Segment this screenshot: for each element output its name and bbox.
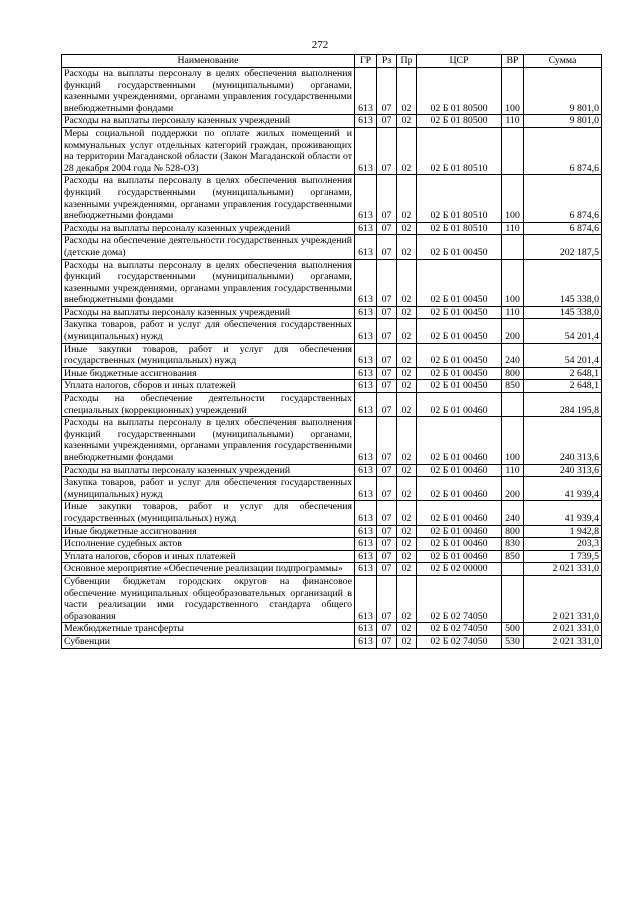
cell-csr: 02 Б 02 00000 <box>417 563 502 576</box>
cell-pr: 02 <box>397 222 417 235</box>
cell-csr: 02 Б 01 80500 <box>417 68 502 115</box>
cell-gr: 613 <box>355 259 377 306</box>
cell-pr: 02 <box>397 538 417 551</box>
table-row <box>62 464 602 477</box>
cell-sum: 6 874,6 <box>524 175 602 222</box>
cell-csr: 02 Б 01 00450 <box>417 259 502 306</box>
cell-rz: 07 <box>377 464 397 477</box>
cell-pr: 02 <box>397 235 417 259</box>
cell-sum: 6 874,6 <box>524 222 602 235</box>
cell-pr: 02 <box>397 525 417 538</box>
cell-gr: 613 <box>355 343 377 367</box>
cell-pr: 02 <box>397 550 417 563</box>
cell-vr <box>502 575 524 622</box>
cell-csr: 02 Б 02 74050 <box>417 575 502 622</box>
cell-name: Иные бюджетные ассигнования <box>62 525 355 538</box>
cell-csr: 02 Б 01 00460 <box>417 550 502 563</box>
cell-name: Меры социальной поддержки по оплате жилых помещений и коммунальных услуг отдельных категорий граждан, проживающих на территории Магаданской области (Закон Магаданской области от 28 декабря 2004 года № 528-ОЗ) <box>62 127 355 174</box>
cell-csr: 02 Б 02 74050 <box>417 623 502 636</box>
cell-gr: 613 <box>355 380 377 393</box>
cell-gr: 613 <box>355 575 377 622</box>
cell-sum: 1 739,5 <box>524 550 602 563</box>
column-header-name: Наименование <box>62 55 355 68</box>
cell-csr: 02 Б 01 00460 <box>417 393 502 417</box>
cell-vr: 500 <box>502 623 524 636</box>
cell-rz: 07 <box>377 68 397 115</box>
table-row <box>62 222 602 235</box>
cell-name: Иные бюджетные ассигнования <box>62 367 355 380</box>
cell-csr: 02 Б 01 00460 <box>417 464 502 477</box>
table-row <box>62 501 602 525</box>
cell-vr: 100 <box>502 259 524 306</box>
cell-pr: 02 <box>397 563 417 576</box>
table-row <box>62 367 602 380</box>
table-row <box>62 393 602 417</box>
cell-name: Субвенции бюджетам городских округов на финансовое обеспечение муниципальных общеобразовательных организаций в части реализации ими государственного стандарта общего образования <box>62 575 355 622</box>
column-header-pr: Пр <box>397 55 417 68</box>
cell-pr: 02 <box>397 367 417 380</box>
cell-sum: 54 201,4 <box>524 343 602 367</box>
cell-pr: 02 <box>397 343 417 367</box>
table-row <box>62 127 602 174</box>
cell-pr: 02 <box>397 623 417 636</box>
cell-pr: 02 <box>397 259 417 306</box>
cell-vr: 100 <box>502 417 524 464</box>
cell-sum: 145 338,0 <box>524 259 602 306</box>
table-row <box>62 550 602 563</box>
cell-csr: 02 Б 01 00450 <box>417 380 502 393</box>
cell-name: Уплата налогов, сборов и иных платежей <box>62 380 355 393</box>
table-row <box>62 306 602 319</box>
cell-sum: 203,3 <box>524 538 602 551</box>
cell-gr: 613 <box>355 550 377 563</box>
cell-gr: 613 <box>355 563 377 576</box>
column-header-vr: ВР <box>502 55 524 68</box>
cell-sum: 9 801,0 <box>524 115 602 128</box>
cell-sum: 41 939,4 <box>524 477 602 501</box>
cell-vr: 240 <box>502 343 524 367</box>
cell-vr: 830 <box>502 538 524 551</box>
table-row <box>62 563 602 576</box>
cell-rz: 07 <box>377 175 397 222</box>
cell-rz: 07 <box>377 575 397 622</box>
cell-gr: 613 <box>355 393 377 417</box>
column-header-csr: ЦСР <box>417 55 502 68</box>
cell-gr: 613 <box>355 623 377 636</box>
cell-csr: 02 Б 01 80510 <box>417 175 502 222</box>
cell-vr: 800 <box>502 367 524 380</box>
cell-name: Уплата налогов, сборов и иных платежей <box>62 550 355 563</box>
cell-rz: 07 <box>377 538 397 551</box>
cell-gr: 613 <box>355 68 377 115</box>
cell-vr: 100 <box>502 68 524 115</box>
cell-name: Расходы на выплаты персоналу в целях обеспечения выполнения функций государственными (муниципальными) органами, казенными учреждениями, органами управления государственными внебюджетными фондами <box>62 259 355 306</box>
cell-vr: 110 <box>502 115 524 128</box>
cell-name: Субвенции <box>62 635 355 648</box>
cell-rz: 07 <box>377 550 397 563</box>
table-row <box>62 623 602 636</box>
cell-vr: 110 <box>502 222 524 235</box>
cell-gr: 613 <box>355 306 377 319</box>
cell-name: Закупка товаров, работ и услуг для обеспечения государственных (муниципальных) нужд <box>62 319 355 343</box>
cell-rz: 07 <box>377 623 397 636</box>
cell-vr: 100 <box>502 175 524 222</box>
cell-pr: 02 <box>397 393 417 417</box>
cell-gr: 613 <box>355 367 377 380</box>
table-row <box>62 68 602 115</box>
cell-name: Расходы на выплаты персоналу казенных учреждений <box>62 464 355 477</box>
cell-pr: 02 <box>397 464 417 477</box>
cell-pr: 02 <box>397 306 417 319</box>
cell-pr: 02 <box>397 477 417 501</box>
cell-rz: 07 <box>377 259 397 306</box>
cell-sum: 41 939,4 <box>524 501 602 525</box>
table-row <box>62 477 602 501</box>
cell-gr: 613 <box>355 635 377 648</box>
page-number: 272 <box>311 39 329 51</box>
table-row <box>62 417 602 464</box>
cell-rz: 07 <box>377 525 397 538</box>
cell-vr <box>502 563 524 576</box>
column-header-rz: Рз <box>377 55 397 68</box>
cell-csr: 02 Б 01 80510 <box>417 127 502 174</box>
cell-rz: 07 <box>377 563 397 576</box>
cell-rz: 07 <box>377 477 397 501</box>
cell-name: Расходы на выплаты персоналу в целях обеспечения выполнения функций государственными (муниципальными) органами, казенными учреждениями, органами управления государственными внебюджетными фондами <box>62 417 355 464</box>
cell-sum: 9 801,0 <box>524 68 602 115</box>
cell-gr: 613 <box>355 235 377 259</box>
cell-sum: 1 942,8 <box>524 525 602 538</box>
cell-vr: 200 <box>502 477 524 501</box>
cell-name: Расходы на выплаты персоналу казенных учреждений <box>62 222 355 235</box>
cell-sum: 2 021 331,0 <box>524 575 602 622</box>
cell-gr: 613 <box>355 222 377 235</box>
cell-pr: 02 <box>397 319 417 343</box>
column-header-sum: Сумма <box>524 55 602 68</box>
cell-csr: 02 Б 01 00450 <box>417 343 502 367</box>
cell-vr: 240 <box>502 501 524 525</box>
cell-vr: 110 <box>502 306 524 319</box>
cell-name: Иные закупки товаров, работ и услуг для обеспечения государственных (муниципальных) нужд <box>62 501 355 525</box>
cell-rz: 07 <box>377 635 397 648</box>
cell-pr: 02 <box>397 417 417 464</box>
cell-sum: 240 313,6 <box>524 417 602 464</box>
cell-pr: 02 <box>397 635 417 648</box>
table-row <box>62 343 602 367</box>
cell-vr <box>502 127 524 174</box>
cell-rz: 07 <box>377 367 397 380</box>
cell-name: Расходы на выплаты персоналу в целях обеспечения выполнения функций государственными (муниципальными) органами, казенными учреждениями, органами управления государственными внебюджетными фондами <box>62 68 355 115</box>
cell-csr: 02 Б 01 00460 <box>417 525 502 538</box>
cell-rz: 07 <box>377 417 397 464</box>
table-row <box>62 380 602 393</box>
table-row <box>62 235 602 259</box>
cell-rz: 07 <box>377 222 397 235</box>
cell-gr: 613 <box>355 417 377 464</box>
budget-table <box>61 54 602 649</box>
cell-gr: 613 <box>355 127 377 174</box>
table-body <box>62 68 602 649</box>
cell-vr: 530 <box>502 635 524 648</box>
cell-gr: 613 <box>355 477 377 501</box>
cell-vr: 850 <box>502 550 524 563</box>
cell-rz: 07 <box>377 393 397 417</box>
table-row <box>62 319 602 343</box>
cell-vr <box>502 393 524 417</box>
cell-vr: 850 <box>502 380 524 393</box>
table-row <box>62 259 602 306</box>
cell-name: Исполнение судебных актов <box>62 538 355 551</box>
cell-sum: 240 313,6 <box>524 464 602 477</box>
cell-pr: 02 <box>397 501 417 525</box>
cell-sum: 145 338,0 <box>524 306 602 319</box>
cell-name: Иные закупки товаров, работ и услуг для обеспечения государственных (муниципальных) нужд <box>62 343 355 367</box>
table-row <box>62 538 602 551</box>
cell-rz: 07 <box>377 115 397 128</box>
cell-pr: 02 <box>397 127 417 174</box>
cell-sum: 2 021 331,0 <box>524 635 602 648</box>
cell-sum: 54 201,4 <box>524 319 602 343</box>
cell-sum: 284 195,8 <box>524 393 602 417</box>
cell-vr: 800 <box>502 525 524 538</box>
cell-rz: 07 <box>377 127 397 174</box>
cell-pr: 02 <box>397 175 417 222</box>
cell-sum: 2 648,1 <box>524 380 602 393</box>
cell-pr: 02 <box>397 68 417 115</box>
cell-rz: 07 <box>377 235 397 259</box>
cell-sum: 202 187,5 <box>524 235 602 259</box>
cell-pr: 02 <box>397 115 417 128</box>
cell-csr: 02 Б 01 00460 <box>417 538 502 551</box>
cell-sum: 2 648,1 <box>524 367 602 380</box>
cell-csr: 02 Б 01 80500 <box>417 115 502 128</box>
cell-pr: 02 <box>397 380 417 393</box>
cell-gr: 613 <box>355 538 377 551</box>
cell-gr: 613 <box>355 525 377 538</box>
table-row <box>62 175 602 222</box>
cell-rz: 07 <box>377 501 397 525</box>
cell-sum: 2 021 331,0 <box>524 563 602 576</box>
cell-csr: 02 Б 01 00460 <box>417 417 502 464</box>
cell-csr: 02 Б 01 00450 <box>417 319 502 343</box>
cell-vr: 200 <box>502 319 524 343</box>
cell-csr: 02 Б 01 00450 <box>417 367 502 380</box>
cell-sum: 6 874,6 <box>524 127 602 174</box>
table-header-row <box>62 55 602 68</box>
cell-vr: 110 <box>502 464 524 477</box>
cell-csr: 02 Б 02 74050 <box>417 635 502 648</box>
table-row <box>62 575 602 622</box>
cell-name: Расходы на выплаты персоналу казенных учреждений <box>62 306 355 319</box>
cell-csr: 02 Б 01 00460 <box>417 501 502 525</box>
cell-name: Расходы на обеспечение деятельности государственных учреждений (детские дома) <box>62 235 355 259</box>
cell-rz: 07 <box>377 306 397 319</box>
cell-csr: 02 Б 01 00460 <box>417 477 502 501</box>
cell-name: Межбюджетные трансферты <box>62 623 355 636</box>
cell-sum: 2 021 331,0 <box>524 623 602 636</box>
table-row <box>62 115 602 128</box>
cell-name: Расходы на выплаты персоналу в целях обеспечения выполнения функций государственными (муниципальными) органами, казенными учреждениями, органами управления государственными внебюджетными фондами <box>62 175 355 222</box>
table-row <box>62 635 602 648</box>
cell-name: Основное мероприятие «Обеспечение реализации подпрограммы» <box>62 563 355 576</box>
cell-rz: 07 <box>377 343 397 367</box>
column-header-gr: ГР <box>355 55 377 68</box>
cell-gr: 613 <box>355 175 377 222</box>
cell-csr: 02 Б 01 80510 <box>417 222 502 235</box>
cell-gr: 613 <box>355 501 377 525</box>
table-row <box>62 525 602 538</box>
cell-name: Расходы на выплаты персоналу казенных учреждений <box>62 115 355 128</box>
cell-csr: 02 Б 01 00450 <box>417 235 502 259</box>
cell-gr: 613 <box>355 319 377 343</box>
cell-vr <box>502 235 524 259</box>
cell-rz: 07 <box>377 319 397 343</box>
cell-pr: 02 <box>397 575 417 622</box>
cell-gr: 613 <box>355 115 377 128</box>
cell-csr: 02 Б 01 00450 <box>417 306 502 319</box>
cell-name: Закупка товаров, работ и услуг для обеспечения государственных (муниципальных) нужд <box>62 477 355 501</box>
cell-rz: 07 <box>377 380 397 393</box>
cell-gr: 613 <box>355 464 377 477</box>
cell-name: Расходы на обеспечение деятельности государственных специальных (коррекционных) учреждений <box>62 393 355 417</box>
